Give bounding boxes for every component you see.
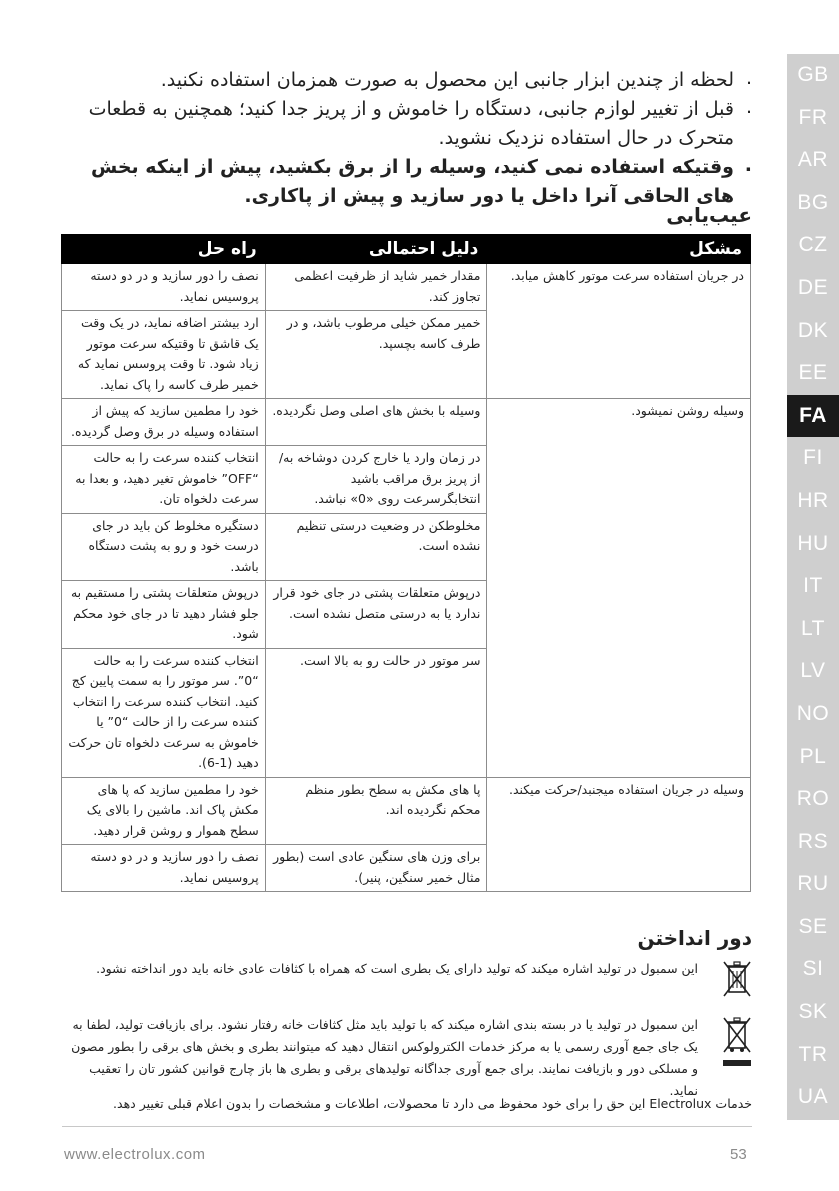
language-tab-sk: SK bbox=[798, 1000, 828, 1024]
language-tab-de: DE bbox=[797, 275, 829, 299]
solution-cell: نصف را دور سازید و در دو دسته پروسیس نماید. bbox=[62, 845, 266, 892]
language-tab-hr: HR bbox=[797, 488, 829, 512]
disposal-weee-text: این سمبول در تولید یا در بسته بندی اشاره میکند که با تولید باید مثل کثافات خانه رفتار نشود. برای بازیافت تولید، لطفا به یک جای جمع آوری رسمی یا به مرکز خدمات الکترولوکس انتقال دهید که میتوانند بطری و بخش های برقی را بطور مصون و مسلکی دور و بازیافت نمایند. برای جمع آوری جداگانه تولیدهای برقی و بطری ها باز چارج قوانین کشور تان را تعقیب نماید. bbox=[71, 1017, 698, 1098]
disposal-weee-row bbox=[62, 1014, 752, 1102]
bullet-item: . لحظه از چندین ابزار جانبی این محصول به صورت همزمان استفاده نکنید. bbox=[62, 66, 752, 95]
language-tab-it: IT bbox=[803, 574, 823, 598]
cause-cell: سر موتور در حالت رو به بالا است. bbox=[265, 648, 487, 777]
page-number: 53 bbox=[730, 1146, 747, 1163]
language-tab-dk: DK bbox=[797, 318, 829, 342]
language-tab-ar: AR bbox=[797, 148, 829, 172]
language-tab-si: SI bbox=[802, 957, 824, 981]
language-tab-bg: BG bbox=[797, 190, 829, 214]
solution-cell: نصف را دور سازید و در دو دسته پروسیس نماید. bbox=[62, 264, 266, 311]
language-tab-hu: HU bbox=[797, 531, 829, 555]
language-tab-ua: UA bbox=[797, 1085, 829, 1109]
language-tab-fr: FR bbox=[798, 105, 828, 129]
cause-cell: مقدار خمیر شاید از ظرفیت اعظمی تجاوز کند. bbox=[265, 264, 487, 311]
disposal-battery-row bbox=[62, 958, 752, 1002]
language-tab-ee: EE bbox=[798, 361, 828, 385]
table-header-row bbox=[62, 235, 751, 264]
disclaimer-text: خدمات Electrolux این حق را برای خود محفوظ می دارد تا محصولات، اطلاعات و مشخصات را بدون اعلام قبلی تغییر دهد. bbox=[113, 1096, 752, 1111]
language-tab-fa: FA bbox=[787, 395, 839, 438]
weee-bin-icon bbox=[712, 1014, 752, 1074]
cause-cell: خمیر ممکن خیلی مرطوب باشد، و در طرف کاسه بچسپد. bbox=[265, 311, 487, 399]
language-tab-fi: FI bbox=[803, 446, 823, 470]
footer-url: www.electrolux.com bbox=[64, 1146, 206, 1163]
bullet-item: . وقتیکه استفاده نمی کنید، وسیله را از برق بکشید، پیش از اینکه بخش های الحاقی آنرا داخل یا دور سازید و پیش از پاکاری. bbox=[62, 153, 752, 211]
language-tab-tr: TR bbox=[798, 1042, 828, 1066]
crossed-bin-icon bbox=[712, 958, 752, 1002]
cause-cell: در زمان وارد یا خارج کردن دوشاخه به/از پریز برق مراقب باشید انتخابگرسرعت روی «0» نباشد. bbox=[265, 446, 487, 514]
language-tab-pl: PL bbox=[799, 744, 827, 768]
language-tab-no: NO bbox=[796, 701, 830, 725]
problem-cell: وسیله در جریان استفاده میجنبد/حرکت میکند. bbox=[487, 777, 751, 892]
language-sidebar bbox=[787, 54, 839, 1120]
solution-cell: دستگیره مخلوط کن باید در جای درست خود و رو به پشت دستگاه باشد. bbox=[62, 513, 266, 581]
footer-divider bbox=[62, 1126, 752, 1127]
troubleshooting-table bbox=[61, 234, 751, 892]
language-tab-ro: RO bbox=[796, 787, 830, 811]
language-tab-lt: LT bbox=[801, 616, 825, 640]
cause-cell: مخلوطکن در وضعیت درستی تنظیم نشده است. bbox=[265, 513, 487, 581]
column-header-problem: مشکل bbox=[487, 235, 751, 264]
cause-cell: برای وزن های سنگین عادی است (بطور مثال خمیر سنگین، پنیر). bbox=[265, 845, 487, 892]
table-row bbox=[62, 399, 751, 446]
solution-cell: درپوش متعلقات پشتی را مستقیم به جلو فشار دهید تا در جای خود محکم شود. bbox=[62, 581, 266, 649]
language-tab-se: SE bbox=[798, 914, 828, 938]
problem-cell: در جریان استفاده سرعت موتور کاهش میابد. bbox=[487, 264, 751, 399]
solution-cell: ارد بیشتر اضافه نماید، در یک وقت یک قاشق تا وقتیکه سرعت موتور زیاد شود. تا وقت پروسس نماید که خمیر طرف کاسه را پاک نماید. bbox=[62, 311, 266, 399]
solution-cell: خود را مطمین سازید که پیش از استفاده وسیله در برق وصل گردیده. bbox=[62, 399, 266, 446]
safety-bullets bbox=[62, 66, 752, 211]
column-header-cause: دلیل احتمالی bbox=[265, 235, 487, 264]
cause-cell: پا های مکش به سطح بطور منظم محکم نگردیده اند. bbox=[265, 777, 487, 845]
disposal-battery-text: این سمبول در تولید اشاره میکند که تولید دارای یک بطری است که همراه با کثافات عادی خانه باید دور انداخته نشود. bbox=[96, 961, 698, 976]
table-row bbox=[62, 264, 751, 311]
problem-cell: وسیله روشن نمیشود. bbox=[487, 399, 751, 778]
column-header-solution: راه حل bbox=[62, 235, 266, 264]
language-tab-gb: GB bbox=[797, 63, 829, 86]
cause-cell: درپوش متعلقات پشتی در جای خود قرار ندارد یا به درستی متصل نشده است. bbox=[265, 581, 487, 649]
bullet-item: . قبل از تغییر لوازم جانبی، دستگاه را خاموش و از پریز جدا کنید؛ همچنین به قطعات متحرک در حال استفاده نزدیک نشوید. bbox=[62, 95, 752, 153]
language-tab-ru: RU bbox=[797, 872, 829, 896]
disposal-heading: دور انداختن bbox=[637, 926, 752, 950]
solution-cell: انتخاب کننده سرعت را به حالت “OFF” خاموش تغیر دهید، و بعدا به سرعت دلخواه تان. bbox=[62, 446, 266, 514]
language-tab-cz: CZ bbox=[798, 233, 828, 257]
cause-cell: وسیله با بخش های اصلی وصل نگردیده. bbox=[265, 399, 487, 446]
solution-cell: انتخاب کننده سرعت را به حالت “0”. سر موتور را به سمت پایین کج کنید. انتخاب کننده سرعت را انتخاب کننده سرعت را از حالت “0” یا خاموش به سرعت دلخواه تان حرکت دهید (1-6). bbox=[62, 648, 266, 777]
troubleshooting-heading: عیب‌یابی bbox=[666, 203, 752, 227]
language-tab-lv: LV bbox=[800, 659, 826, 683]
language-tab-rs: RS bbox=[797, 829, 829, 853]
solution-cell: خود را مطمین سازید که پا های مکش پاک اند. ماشین را بالای یک سطح هموار و روشن قرار دهید. bbox=[62, 777, 266, 845]
table-row bbox=[62, 777, 751, 845]
